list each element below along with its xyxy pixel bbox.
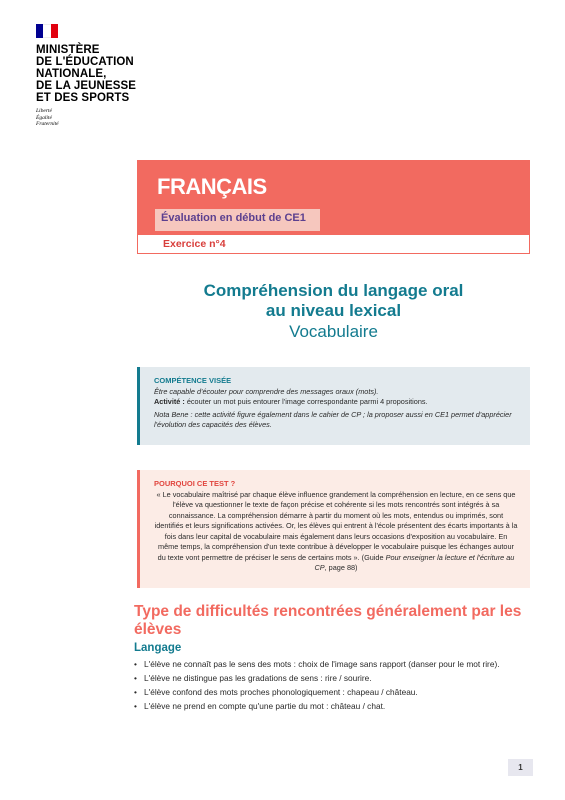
ministry-line: DE LA JEUNESSE <box>36 80 137 92</box>
motto <box>36 108 156 128</box>
list-item: • L'élève ne distingue pas les gradations de sens : rire / sourire. <box>134 673 529 685</box>
republique-francaise-logo <box>36 24 156 128</box>
page-title-line2: au niveau lexical <box>265 301 402 320</box>
motto-line: Liberté <box>36 108 52 114</box>
list-item: • L'élève ne connaît pas le sens des mots : choix de l'image sans rapport (danser pour le mot rire). <box>134 659 529 671</box>
ministry-line: MINISTÈRE <box>36 44 100 56</box>
page-number: 1 <box>508 759 533 776</box>
ministry-line: NATIONALE, <box>36 68 107 80</box>
activity-line <box>154 397 520 408</box>
quote-text: « Le vocabulaire maîtrisé par chaque élève influence grandement la compréhension en lecture, en ce sens que l'élève va questionner le texte de façon précise et cohérente si les mots rencontrés sont intégrés à sa connaissance. La compréhension démarre à partir du moment où les mots, entendus ou imprimés, sont identifiés et leurs significations activées. Or, les élèves qui entrent à l'école présentent des écarts importants à la fois dans leur capital de vocabulaire mais également dans leurs occasions d'exposition au vocabulaire. En même temps, la compréhension d'un texte contribue à développer le vocabulaire puisque les échanges autour du texte vont permettre de préciser le sens de certains mots ». (Guide <box>154 489 518 562</box>
difficulties-title: Type de difficultés rencontrées généralement par les élèves <box>134 603 522 638</box>
guide-title: Pour enseigner la lecture et l'écriture au CP <box>314 552 515 572</box>
activity-label: Activité : <box>154 397 185 406</box>
guide-page: , page 88) <box>324 563 358 572</box>
list-item: • L'élève confond des mots proches phonologiquement : chapeau / château. <box>134 687 529 699</box>
why-quote <box>154 490 518 574</box>
difficulties-list <box>134 659 529 715</box>
motto-line: Fraternité <box>36 121 59 127</box>
difficulties-subtitle: Langage <box>134 642 182 654</box>
competence-heading: COMPÉTENCE VISÉE <box>154 376 232 385</box>
page-title-line1: Compréhension du langage oral <box>203 281 464 300</box>
motto-line: Égalité <box>36 114 52 121</box>
nota-bene: Nota Bene : cette activité figure également dans le cahier de CP ; la proposer aussi en CE1 permet d'apprécier l'évolution des capacités des élèves. <box>154 409 512 429</box>
subject-title: FRANÇAIS <box>157 174 267 199</box>
competence-box <box>137 367 530 445</box>
ministry-name <box>36 44 156 104</box>
page-subtitle: Vocabulaire <box>289 322 378 341</box>
ministry-line: ET DES SPORTS <box>36 92 130 104</box>
why-test-box <box>137 470 530 588</box>
why-heading: POURQUOI CE TEST ? <box>154 479 236 488</box>
french-flag-icon <box>36 24 58 38</box>
exercise-label: Exercice n°4 <box>137 235 530 254</box>
list-item: • L'élève ne prend en compte qu'une partie du mot : château / chat. <box>134 701 529 713</box>
activity-text: écouter un mot puis entourer l'image correspondante parmi 4 propositions. <box>184 397 428 406</box>
competence-description: Être capable d'écouter pour comprendre des messages oraux (mots). <box>154 386 379 396</box>
ministry-line: DE L'ÉDUCATION <box>36 56 134 68</box>
subject-banner <box>137 160 530 235</box>
evaluation-label: Évaluation en début de CE1 <box>155 209 320 231</box>
